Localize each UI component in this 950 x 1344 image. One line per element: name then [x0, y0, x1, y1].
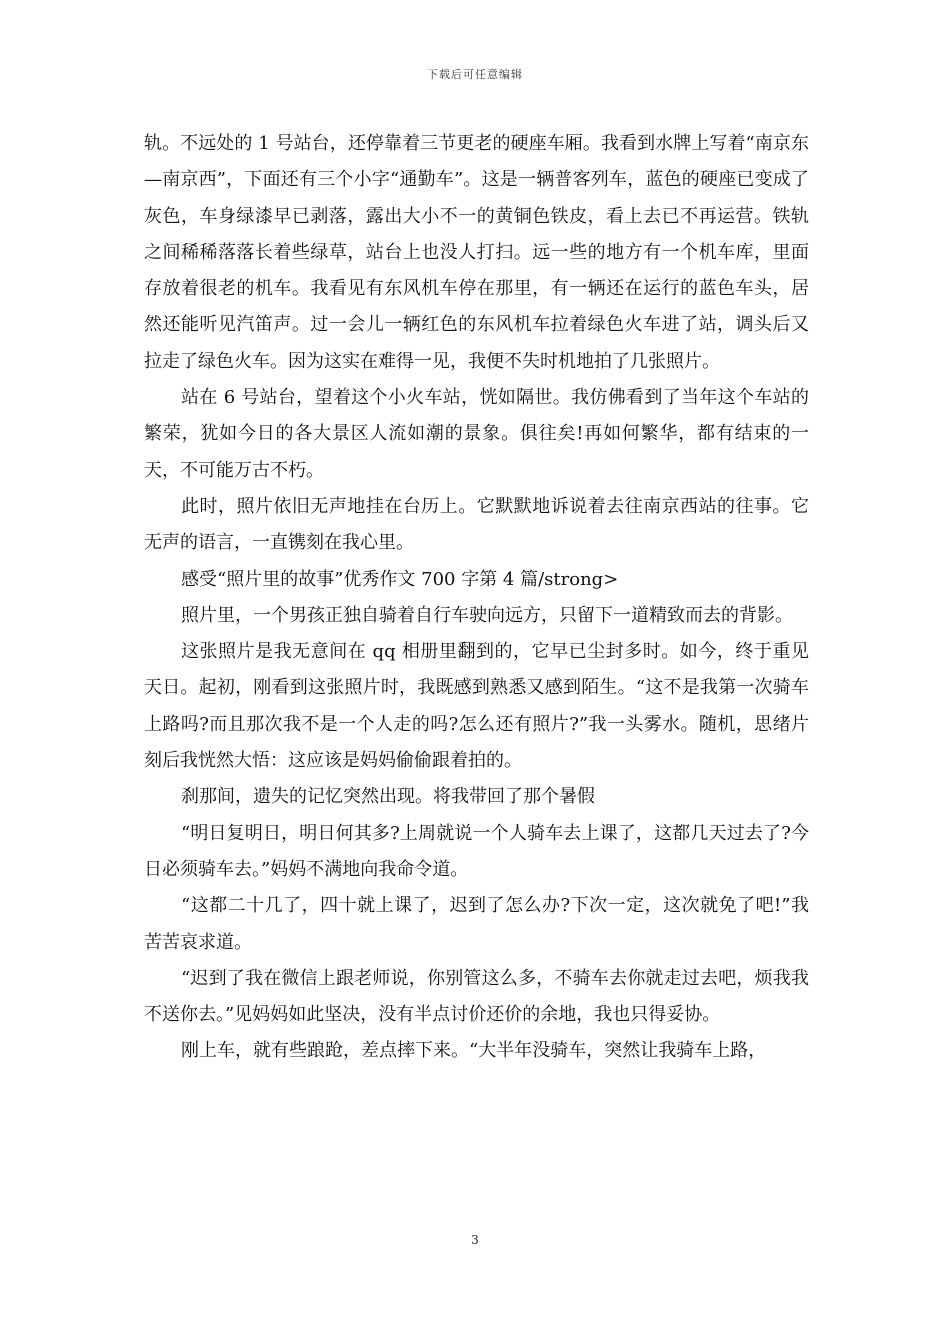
paragraph-7: 刹那间，遗失的记忆突然出现。将我带回了那个暑假 [181, 786, 595, 808]
paragraph-5: 照片里，一个男孩正独自骑着自行车驶向远方，只留下一道精致而去的背影。 [181, 604, 793, 626]
page-number: 3 [471, 1233, 479, 1247]
paragraph-9: “这都二十几了，四十就上课了，迟到了怎么办?下次一定，这次就免了吧!”我苦苦哀求道。 [144, 895, 809, 953]
paragraph-3: 此时，照片依旧无声地挂在台历上。它默默地诉说着去往南京西站的往事。它无声的语言，一直镌刻在我心里。 [144, 495, 809, 554]
page-header: 下载后可任意编辑 [427, 68, 523, 81]
paragraph-2: 站在 6 号站台，望着这个小火车站，恍如隔世。我仿佛看到了当年这个车站的繁荣，犹如今日的各大景区人流如潮的景象。俱往矣!再如何繁华，都有结束的一天，不可能万古不朽。 [144, 387, 809, 481]
paragraph-6: 这张照片是我无意间在 qq 相册里翻到的，它早已尘封多时。如今，终于重见天日。起初，刚看到这张照片时，我既感到熟悉又感到陌生。“这不是我第一次骑车上路吗?而且那次我不是一个人走的吗?怎么还有照片?”我一头雾水。随机，思绪片刻后我恍然大悟：这应该是妈妈偷偷跟着拍的。 [144, 641, 809, 772]
section-heading: 感受“照片里的故事”优秀作文 700 字第 4 篇/strong> [181, 568, 619, 590]
paragraph-8: “明日复明日，明日何其多?上周就说一个人骑车去上课了，这都几天过去了?今日必须骑车去。”妈妈不满地向我命令道。 [144, 822, 809, 880]
paragraph-10: “迟到了我在微信上跟老师说，你别管这么多，不骑车去你就走过去吧，烦我我不送你去。”见妈妈如此坚决，没有半点讨价还价的余地，我也只得妥协。 [144, 967, 809, 1026]
document-body [144, 126, 809, 1070]
paragraph-1: 轨。不远处的 1 号站台，还停靠着三节更老的硬座车厢。我看到水牌上写着“南京东—南京西”，下面还有三个小字“通勤车”。这是一辆普客列车，蓝色的硬座已变成了灰色，车身绿漆早已剥落，露出大小不一的黄铜色铁皮，看上去已不再运营。铁轨之间稀稀落落长着些绿草，站台上也没人打扫。远一些的地方有一个机车库，里面存放着很老的机车。我看见有东风机车停在那里，有一辆还在运行的蓝色车头，居然还能听见汽笛声。过一会儿一辆红色的东风机车拉着绿色火车进了站，调头后又拉走了绿色火车。因为这实在难得一见，我便不失时机地拍了几张照片。 [144, 133, 809, 372]
paragraph-11: 刚上车，就有些踉跄，差点摔下来。“大半年没骑车，突然让我骑车上路， [181, 1040, 767, 1062]
